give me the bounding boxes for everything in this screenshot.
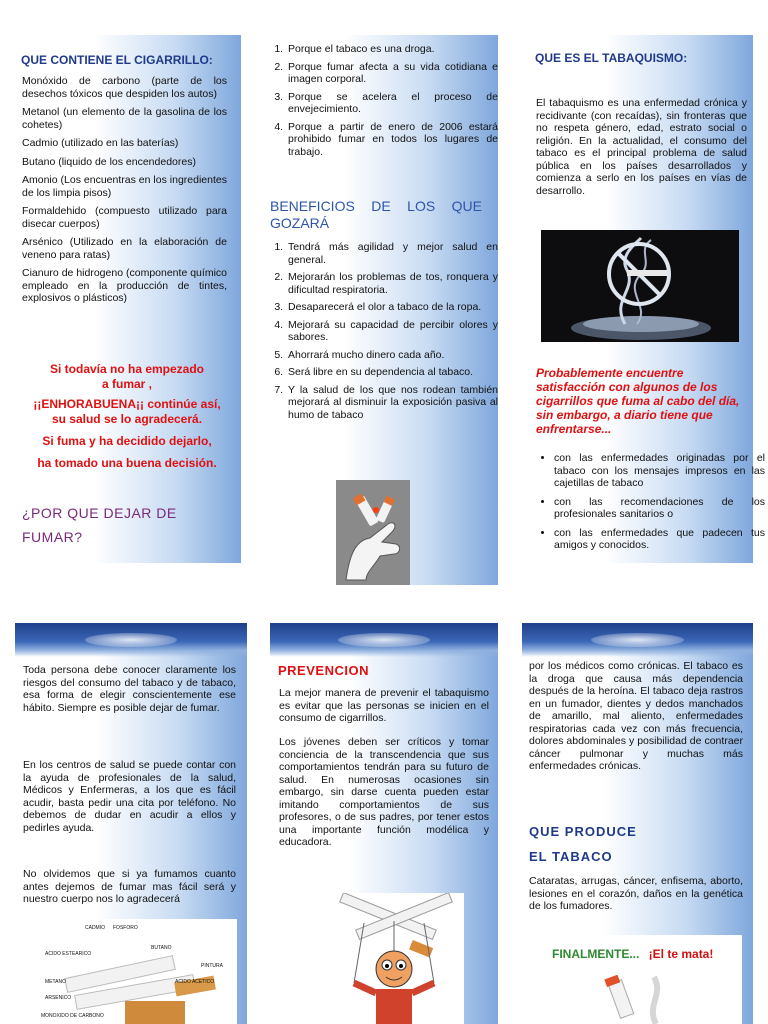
youth-paragraph: Los jóvenes deben ser críticos y tomar conciencia de la transcendencia que sus comportamientos tendrán para su futuro de salud. En numerosas ocasiones sin embargo, sin darse cuenta pueden estar imitando comportamientos de sus profesores, o de sus padres, por tener estos una importante función modélica y educadora. [279, 736, 489, 848]
list-item: 5. Ahorrará mucho dinero cada año. [286, 349, 498, 362]
list-item: 2. Mejorarán los problemas de tos, ronquera y dificultad respiratoria. [286, 271, 498, 296]
message-line: Si todavía no ha empezado a fumar , [49, 362, 205, 391]
panel-ingredients [15, 35, 241, 563]
diagram-label: ARSENICO [45, 995, 72, 1001]
list-item: Arsénico (Utilizado en la elaboración de veneno para ratas) [22, 236, 227, 261]
kills-phrase: ¡El te mata! [648, 947, 714, 961]
encouragement-message [27, 362, 227, 471]
what-is-body: El tabaquismo es una enfermedad crónica y recidivante (con recaídas), sin fronteras que no respeta género, edad, estrato social o religión. En la actualidad, el consumo del tabaco es el principal problema de salud pública en los países desarrollados y comienza a serlo en los países en vías de desarrollo. [536, 97, 747, 197]
diagram-label: CADMIO [85, 925, 105, 931]
list-item: • con las enfermedades originadas por el tabaco con los mensajes impresos en las cajetillas de tabaco [554, 452, 765, 490]
finally-word: FINALMENTE... [552, 947, 640, 961]
benefits-list [268, 241, 498, 426]
cigarette-ingredients-diagram [25, 919, 237, 1024]
effects-text: Cataratas, arrugas, cáncer, enfisema, aborto, lesiones en el corazón, daños en la genética de los fumadores. [529, 875, 743, 912]
diagram-label: METANO [45, 979, 67, 985]
puppet-cigarette-image [324, 893, 464, 1024]
message-line: ¡¡ENHORABUENA¡¡ continúe así, su salud se lo agradecerá. [33, 397, 221, 426]
no-smoking-image [541, 230, 739, 342]
effects-heading-line: EL TABACO [529, 849, 613, 864]
list-item: 3. Porque se acelera el proceso de envejecimiento. [286, 91, 498, 116]
confrontations-list [536, 452, 765, 558]
list-item: 4. Porque a partir de enero de 2006 estará prohibido fumar en todos los lugares de trabajo. [286, 121, 498, 159]
list-item: 6. Será libre en su dependencia al tabaco. [286, 366, 498, 379]
diagram-label: ACIDO ESTEARICO [45, 951, 92, 957]
list-item: 1. Tendrá más agilidad y mejor salud en general. [286, 241, 498, 266]
list-item: Cianuro de hidrogeno (componente químico empleado en la producción de tintes, explosivos o plásticos) [22, 267, 227, 304]
diagram-label: MONOXIDO DE CARBONO [41, 1013, 104, 1019]
message-line: Si fuma y ha decidido dejarlo, [42, 434, 212, 448]
list-item: 7. Y la salud de los que nos rodean también mejorará al disminuir la exposición pasiva al humo de tabaco [286, 384, 498, 422]
list-item: Cadmio (utilizado en las baterías) [22, 137, 179, 149]
what-is-heading: QUE ES EL TABAQUISMO: [535, 51, 688, 65]
sky-banner [522, 623, 753, 657]
ingredients-list [22, 75, 227, 311]
list-item: Monóxido de carbono (parte de los desechos tóxicos que despiden los autos) [22, 75, 227, 100]
diagram-label: PINTURA [201, 963, 223, 969]
prevention-heading: PREVENCION [278, 663, 369, 678]
why-quit-heading: ¿POR QUE DEJAR DE FUMAR? [22, 505, 177, 545]
list-item: Amonio (Los encuentras en los ingredientes de los limpia pisos) [22, 174, 227, 199]
chronic-disease-text: por los médicos como crónicas. El tabaco es la droga que causa más dependencia después de la heroína. El tabaco deja rastros en un fumador, dientes y dedos manchados de amarillo, mal aliento, enfermedades respiratorias cada vez con más frecuencia, dolores abdominales y posibilidad de contraer cáncer pulmonar y muchas más enfermedades crónicas. [529, 660, 743, 772]
panel-what-is [527, 35, 765, 563]
health-centers-paragraph: En los centros de salud se puede contar con la ayuda de profesionales de la salud, Médicos y Enfermeras, a los que es fácil acudir, basta pedir una cita por teléfono. No debemos de dudar en acudir a ellos y pedirles ayuda. [23, 759, 236, 834]
sky-banner [15, 623, 247, 657]
diagram-label: ACIDO ACETICO [175, 979, 215, 985]
message-line: ha tomado una buena decisión. [37, 456, 217, 470]
satisfaction-text: Probablemente encuentre satisfacción con algunos de los cigarrillos que fuma al cabo del día, sin embargo, a diario tiene que enfrentarse... [536, 366, 740, 436]
reasons-list [268, 43, 498, 163]
diagram-label: FOSFORO [113, 925, 138, 931]
effects-heading-line: QUE PRODUCE [529, 824, 637, 839]
benefits-heading: BENEFICIOS DE LOS QUE GOZARÁ [270, 198, 482, 231]
list-item: 4. Mejorará su capacidad de percibir olores y sabores. [286, 319, 498, 344]
it-kills-image [546, 935, 742, 1024]
list-item: Butano (liquido de los encendedores) [22, 155, 196, 168]
panel-effects [522, 623, 753, 1024]
list-item: Metanol (un elemento de la gasolina de los cohetes) [22, 106, 227, 131]
sky-banner [270, 623, 498, 657]
list-item: • con las enfermedades que padecen tus amigos y conocidos. [554, 527, 765, 552]
ingredients-heading: QUE CONTIENE EL CIGARRILLO: [21, 53, 213, 67]
broken-cigarette-image [336, 480, 410, 585]
diagram-label: BUTANO [151, 945, 172, 951]
list-item: • con las recomendaciones de los profesionales sanitarios o [554, 496, 765, 521]
list-item: 2. Porque fumar afecta a su vida cotidiana e imagen corporal. [286, 61, 498, 86]
list-item: 1. Porque el tabaco es una droga. [286, 43, 498, 56]
awareness-paragraph: Toda persona debe conocer claramente los riesgos del consumo del tabaco y de tabaco, esa forma de elegir conscientemente ese hábito. Siempre es posible dejar de fumar. [23, 664, 236, 714]
list-item: Formaldehido (compuesto utilizado para disecar cuerpos) [22, 205, 227, 230]
prevention-paragraph: La mejor manera de prevenir el tabaquismo es evitar que las personas se inicien en el consumo de cigarrillos. [279, 687, 489, 724]
panel-prevention [270, 623, 498, 1024]
effects-heading [529, 819, 637, 869]
quit-soon-paragraph: No olvidemos que si ya fumamos cuanto antes dejemos de fumar mas fácil será y nuestro cuerpo nos lo agradecerá [23, 868, 236, 905]
list-item: 3. Desaparecerá el olor a tabaco de la ropa. [286, 301, 498, 314]
panel-reasons [262, 35, 498, 585]
panel-awareness [15, 623, 247, 1024]
